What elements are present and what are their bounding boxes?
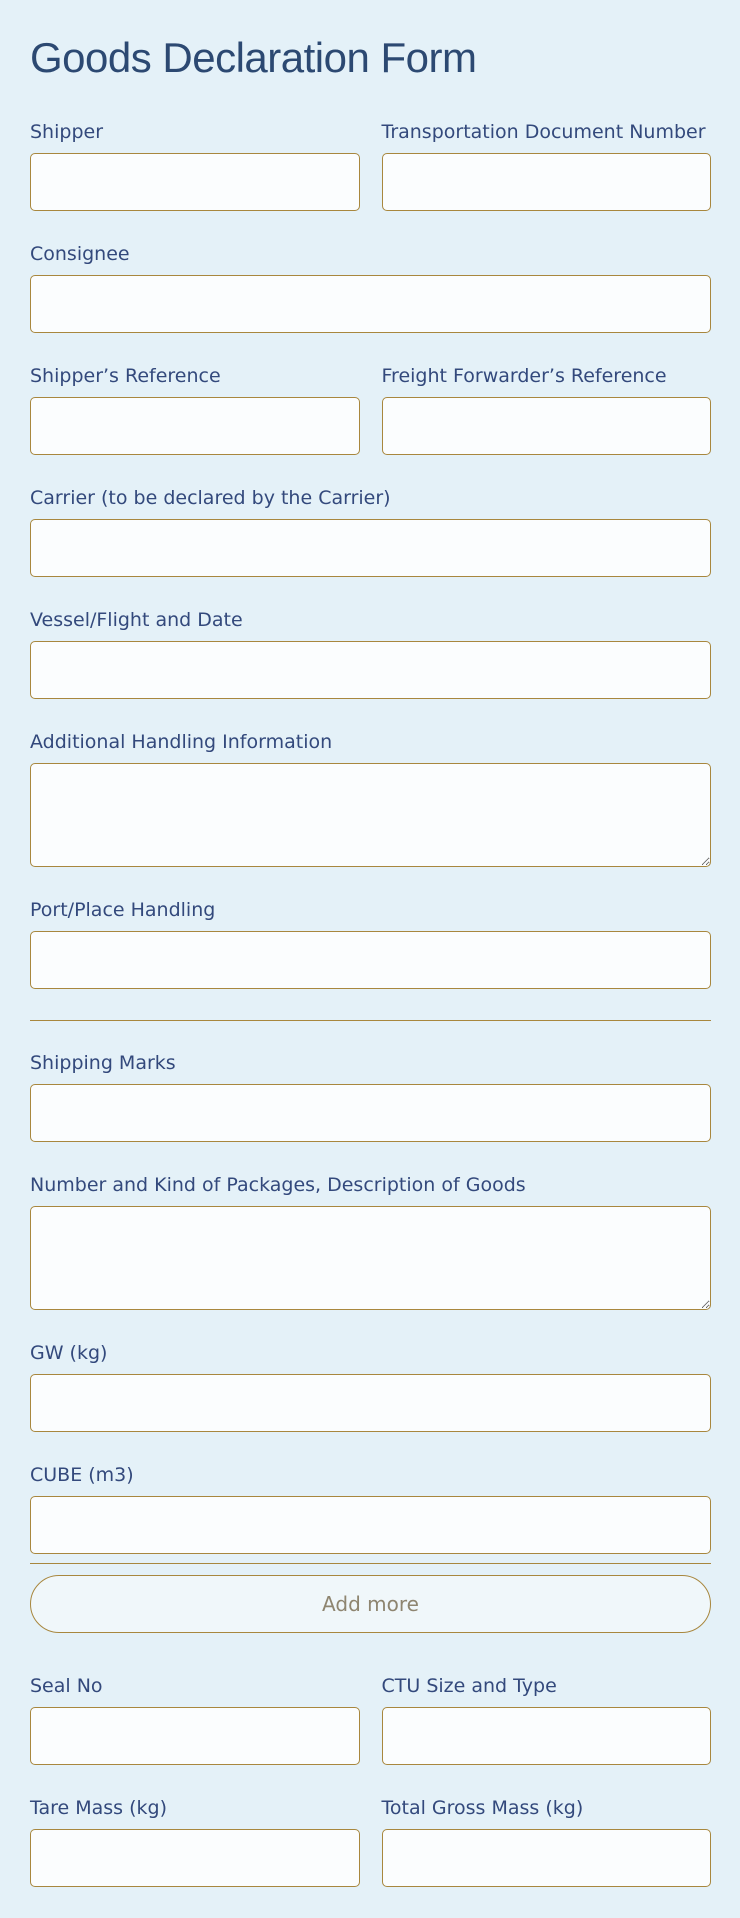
shippers-reference-input[interactable]: [30, 397, 360, 455]
cube-m3-input[interactable]: [30, 1496, 711, 1554]
tare-mass-kg-input[interactable]: [30, 1829, 360, 1887]
field-tare-mass-kg: [30, 1796, 360, 1887]
additional-handling-information-textarea[interactable]: [30, 763, 711, 867]
packages-description-label: Number and Kind of Packages, Description of Goods: [30, 1174, 526, 1196]
gw-kg-label: GW (kg): [30, 1342, 108, 1364]
carrier-label: Carrier (to be declared by the Carrier): [30, 487, 391, 509]
field-ctu-size-and-type: [382, 1674, 712, 1765]
field-shipper: [30, 120, 360, 211]
carrier-input[interactable]: [30, 519, 711, 577]
port-place-handling-input[interactable]: [30, 931, 711, 989]
field-seal-no: [30, 1674, 360, 1765]
shippers-reference-label: Shipper’s Reference: [30, 365, 221, 387]
tare-mass-kg-label: Tare Mass (kg): [30, 1797, 167, 1819]
shipper-label: Shipper: [30, 121, 104, 143]
field-additional-handling-information: [30, 730, 711, 867]
transportation-document-number-input[interactable]: [382, 153, 712, 211]
vessel-flight-and-date-label: Vessel/Flight and Date: [30, 609, 243, 631]
field-gw-kg: [30, 1341, 711, 1432]
field-carrier: [30, 486, 711, 577]
gw-kg-input[interactable]: [30, 1374, 711, 1432]
ctu-size-and-type-input[interactable]: [382, 1707, 712, 1765]
packages-description-textarea[interactable]: [30, 1206, 711, 1310]
port-place-handling-label: Port/Place Handling: [30, 899, 216, 921]
field-port-place-handling: [30, 898, 711, 989]
add-more-button[interactable]: Add more: [30, 1575, 711, 1633]
field-cube-m3: [30, 1463, 711, 1554]
total-gross-mass-kg-input[interactable]: [382, 1829, 712, 1887]
field-consignee: [30, 242, 711, 333]
seal-no-label: Seal No: [30, 1675, 103, 1697]
section-divider: [30, 1020, 711, 1021]
cube-m3-label: CUBE (m3): [30, 1464, 134, 1486]
field-shipping-marks: [30, 1051, 711, 1142]
seal-no-input[interactable]: [30, 1707, 360, 1765]
freight-forwarders-reference-label: Freight Forwarder’s Reference: [381, 365, 667, 387]
field-freight-forwarders-reference: [382, 364, 712, 455]
field-total-gross-mass-kg: [382, 1796, 712, 1887]
vessel-flight-and-date-input[interactable]: [30, 641, 711, 699]
field-transportation-document-number: [382, 120, 712, 211]
transportation-document-number-label: Transportation Document Number: [381, 121, 706, 143]
shipper-input[interactable]: [30, 153, 360, 211]
field-shippers-reference: [30, 364, 360, 455]
row-seal-ctu: [30, 1674, 711, 1796]
row-shipper-transport: [30, 120, 711, 242]
freight-forwarders-reference-input[interactable]: [382, 397, 712, 455]
shipping-marks-label: Shipping Marks: [30, 1052, 176, 1074]
additional-handling-information-label: Additional Handling Information: [30, 731, 333, 753]
ctu-size-and-type-label: CTU Size and Type: [381, 1675, 557, 1697]
row-references: [30, 364, 711, 486]
row-mass: [30, 1796, 711, 1918]
page-title: Goods Declaration Form: [30, 34, 477, 81]
shipping-marks-input[interactable]: [30, 1084, 711, 1142]
field-packages-description: [30, 1173, 711, 1310]
item-divider: [30, 1563, 711, 1564]
field-vessel-flight-and-date: [30, 608, 711, 699]
consignee-input[interactable]: [30, 275, 711, 333]
consignee-label: Consignee: [30, 243, 130, 265]
total-gross-mass-kg-label: Total Gross Mass (kg): [381, 1797, 584, 1819]
